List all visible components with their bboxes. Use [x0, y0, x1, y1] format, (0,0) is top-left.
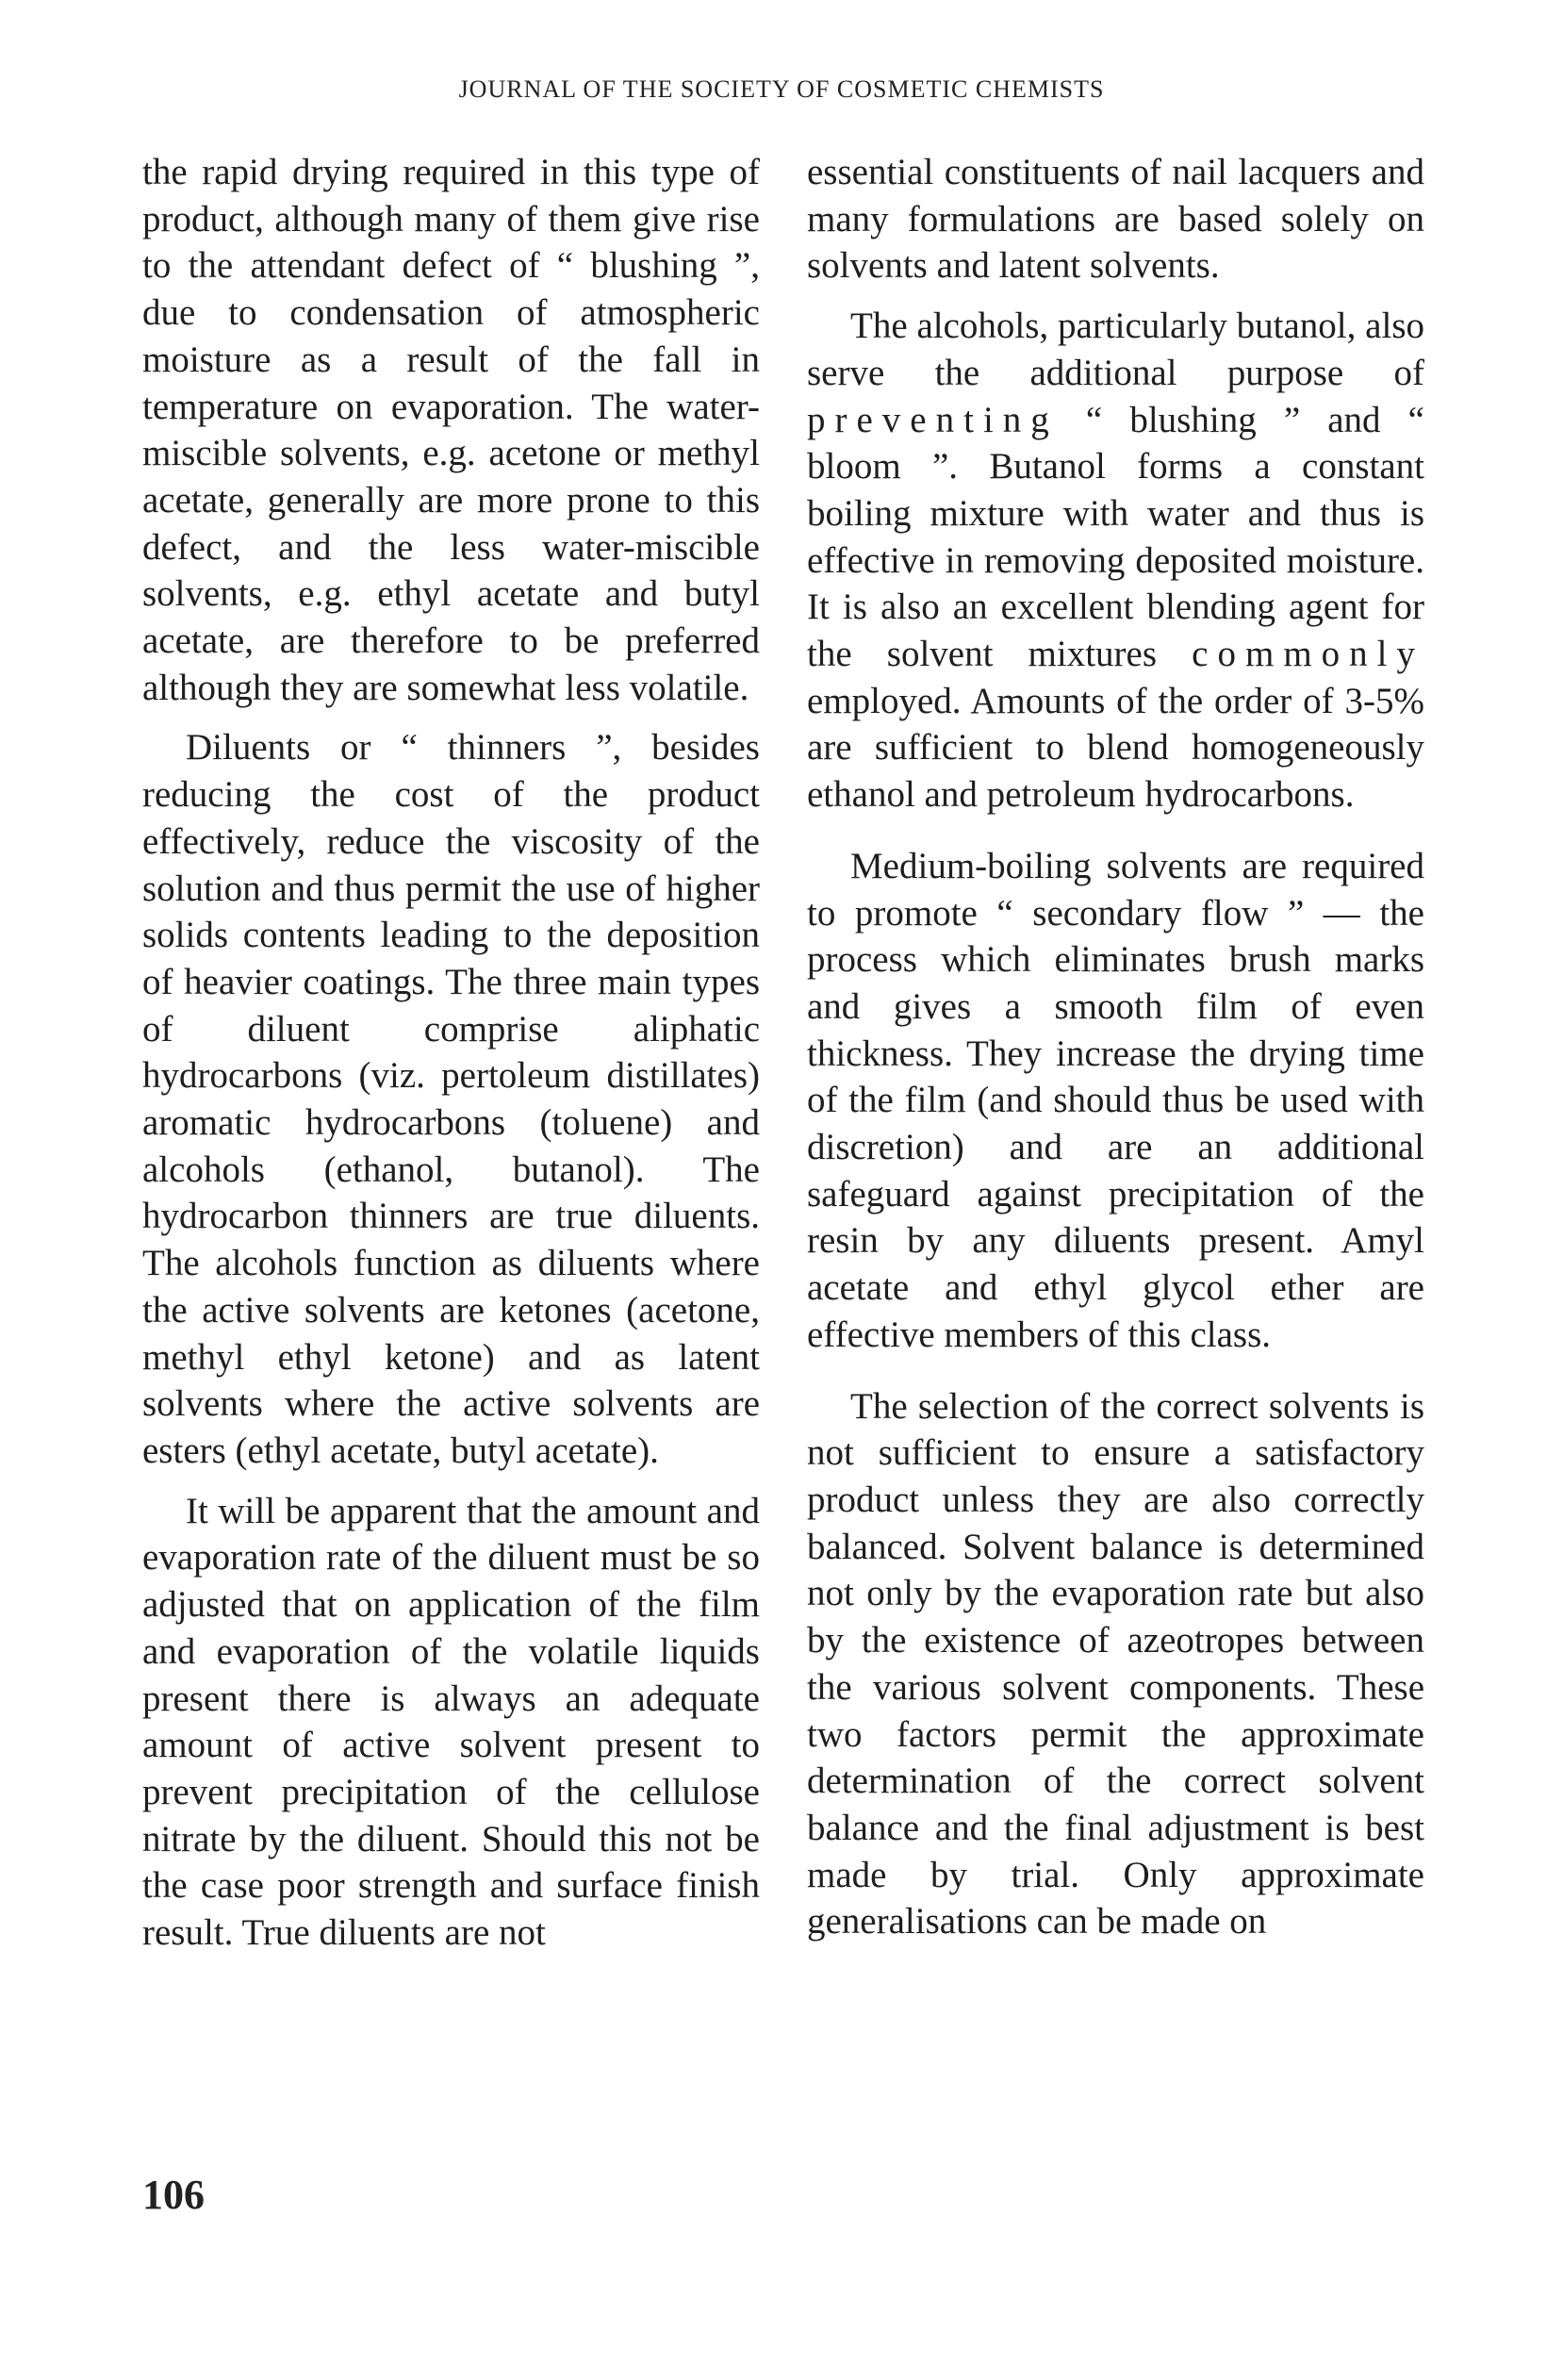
left-column: [142, 149, 760, 1970]
paragraph: Medium-boiling solvents are required to promote “ secondary flow ” — the process which eliminates brush marks and gives a smooth film of even thickness. They increase the drying time of the film (and should thus be used with discretion) and are an additional safeguard against precipitation of the resin by any diluents present. Amyl acetate and ethyl glycol ether are effective members of this class.: [807, 845, 1424, 1355]
text-span: employed. Amounts of the order of 3-5% are sufficient to blend homogeneously ethanol and petroleum hydrocarbons.: [807, 680, 1424, 816]
text-span: “ blushing ” and “ bloom ”. Butanol forms a constant boiling mixture with water and thus is effective in removing deposited moisture. It is also an excellent blending agent for the solvent mixtures: [807, 399, 1424, 675]
right-column: [807, 149, 1424, 1959]
running-header: JOURNAL OF THE SOCIETY OF COSMETIC CHEMISTS: [458, 75, 1105, 103]
spaced-emphasis: commonly: [1192, 634, 1424, 675]
paragraph: the rapid drying required in this type of product, although many of them give rise to the attendant defect of “ blushing ”, due to condensation of atmospheric moisture as a result of the fall in temperature on evaporation. The water-miscible solvents, e.g. acetone or methyl acetate, generally are more prone to this defect, and the less water-miscible solvents, e.g. ethyl acetate and butyl acetate, are therefore to be preferred although they are somewhat less volatile.: [142, 152, 760, 708]
paragraph: It will be apparent that the amount and evaporation rate of the diluent must be so adjusted that on application of the film and evaporation of the volatile liquids present there is always an adequate amount of active solvent present to prevent precipitation of the cellulose nitrate by the diluent. Should this not be the case poor strength and surface finish result. True diluents are not: [142, 1490, 760, 1954]
paragraph: The selection of the correct solvents is not sufficient to ensure a satisfactory product unless they are also correctly balanced. Solvent balance is determined not only by the evaporation rate but also by the existence of azeotropes between the various solvent components. These two factors permit the approximate determination of the correct solvent balance and the final adjustment is best made by trial. Only approximate generalisations can be made on: [807, 1385, 1424, 1942]
spaced-emphasis: preventing: [807, 399, 1059, 440]
page-number: 106: [142, 2172, 205, 2218]
paragraph: [807, 303, 1424, 818]
paragraph: essential constituents of nail lacquers and many formulations are based solely on solvents and latent solvents.: [807, 152, 1424, 287]
text-span: The alcohols, particularly butanol, also serve the additional purpose of: [807, 306, 1424, 393]
paragraph: Diluents or “ thinners ”, besides reducing the cost of the product effectively, reduce the viscosity of the solution and thus permit the use of higher solids contents leading to the deposition of heavier coatings. The three main types of diluent comprise aliphatic hydrocarbons (viz. pertoleum distillates) aromatic hydrocarbons (toluene) and alcohols (ethanol, butanol). The hydrocarbon thinners are true diluents. The alcohols function as diluents where the active solvents are ketones (acetone, methyl ethyl ketone) and as latent solvents where the active solvents are esters (ethyl acetate, butyl acetate).: [142, 727, 760, 1471]
